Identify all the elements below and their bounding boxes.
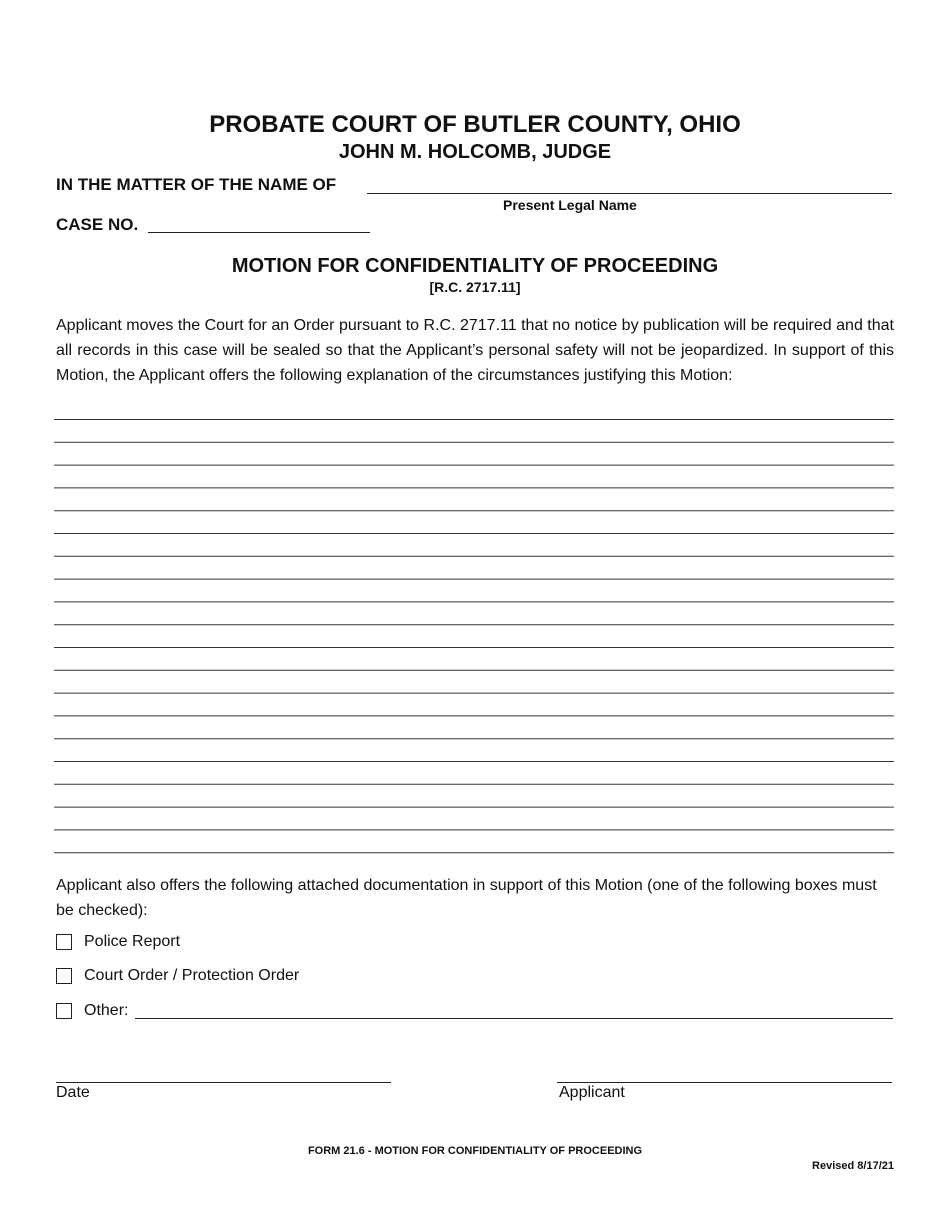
legal-name-field[interactable] (367, 193, 892, 194)
option-police-report[interactable] (56, 931, 180, 953)
court-order-label: Court Order / Protection Order (84, 967, 300, 984)
other-field[interactable] (135, 1018, 893, 1019)
statute-reference: [R.C. 2717.11] (429, 279, 521, 295)
matter-label: IN THE MATTER OF THE NAME OF (56, 175, 337, 194)
case-number-field[interactable] (148, 232, 370, 233)
revised-date: Revised 8/17/21 (812, 1160, 894, 1172)
form-name: FORM 21.6 - MOTION FOR CONFIDENTIALITY OF PROCEEDING (307, 1145, 643, 1157)
explanation-lines[interactable] (54, 408, 894, 858)
other-label: Other: (84, 1002, 129, 1019)
date-label: Date (56, 1084, 90, 1101)
motion-title: MOTION FOR CONFIDENTIALITY OF PROCEEDING (231, 255, 719, 277)
explanation-lines-svg (54, 408, 894, 858)
option-other[interactable] (56, 1000, 128, 1022)
case-number-label: CASE NO. (56, 215, 139, 234)
attachments-intro-text: Applicant also offers the following attached documentation in support of this Motion (one of the following boxes must be checked): (56, 877, 877, 919)
date-signature-line[interactable] (56, 1082, 391, 1083)
police-report-label: Police Report (84, 933, 181, 950)
applicant-label: Applicant (559, 1084, 625, 1101)
police-report-checkbox[interactable] (56, 934, 72, 950)
option-court-order[interactable] (56, 965, 299, 987)
motion-intro-text: Applicant moves the Court for an Order pursuant to R.C. 2717.11 that no notice by publication will be required and that all records in this case will be sealed so that the Applicant’s personal safety will not be jeopardized. In support of this Motion, the Applicant offers the following explanation of the circumstances justifying this Motion: (56, 317, 894, 384)
court-title: PROBATE COURT OF BUTLER COUNTY, OHIO (209, 111, 741, 138)
court-order-checkbox[interactable] (56, 968, 72, 984)
other-checkbox[interactable] (56, 1003, 72, 1019)
legal-name-caption: Present Legal Name (503, 197, 637, 213)
judge-name: JOHN M. HOLCOMB, JUDGE (338, 141, 612, 163)
